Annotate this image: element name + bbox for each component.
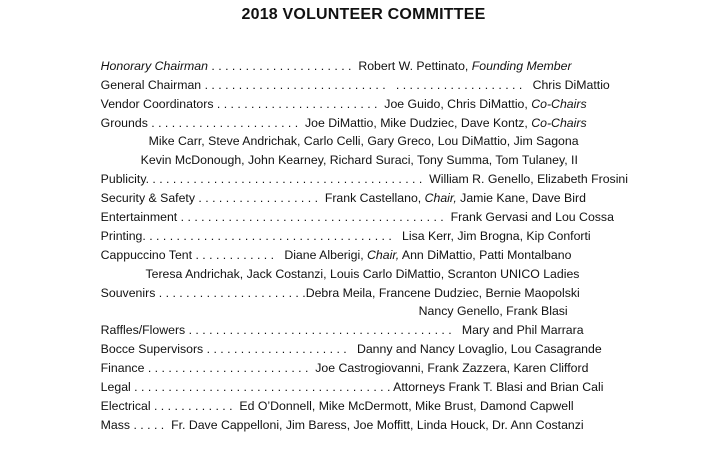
member-names: Robert W. Pettinato, xyxy=(358,58,469,73)
dot-leader: . . . . . . . . . . . . . . . . . . . . . . . . . . . . . . . . . . . . . . . . . . . . . . xyxy=(201,77,533,92)
member-title: Co-Chairs xyxy=(527,96,587,111)
role-label: Mass xyxy=(100,417,131,432)
role-label: Finance xyxy=(100,361,145,376)
role-label: Cappuccino Tent xyxy=(100,247,193,262)
role-label: Grounds xyxy=(100,115,148,130)
member-names: Nancy Genello, Frank Blasi xyxy=(418,304,568,319)
member-names: Joe Guido, Chris DiMattio, xyxy=(384,96,528,111)
member-names: Mary and Phil Marrara xyxy=(461,323,584,338)
member-names: Chris DiMattio xyxy=(532,77,610,92)
role-label: Honorary Chairman xyxy=(100,58,208,73)
member-names: Joe Castrogiovanni, Frank Zazzera, Karen Clifford xyxy=(315,361,589,376)
role-label: Electrical xyxy=(100,398,151,413)
member-names: Lisa Kerr, Jim Brogna, Kip Conforti xyxy=(402,228,591,243)
role-label: Publicity xyxy=(100,172,146,187)
dot-leader: . . . . . . . . . . . . . . . . . . . . . . . . xyxy=(144,361,316,376)
list-item xyxy=(87,38,572,73)
committee-list xyxy=(87,38,629,432)
role-label: Raffles/Flowers xyxy=(100,323,186,338)
role-label: Bocce Supervisors xyxy=(100,342,204,357)
member-names: William R. Genello, Elizabeth Frosini xyxy=(429,172,629,187)
role-label: Printing xyxy=(100,228,143,243)
member-title: Chair, xyxy=(363,247,400,262)
member-names: Debra Meila, Francene Dudziec, Bernie Maopolski xyxy=(305,285,580,300)
role-label: Entertainment xyxy=(100,210,178,225)
member-names-extra: Jamie Kane, Dave Bird xyxy=(456,191,586,206)
member-names: Teresa Andrichak, Jack Costanzi, Louis Carlo DiMattio, Scranton UNICO Ladies xyxy=(145,266,580,281)
dot-leader: . . . . . . . . . . . . . . . . . . . . . . xyxy=(155,285,306,300)
member-names-extra: Ann DiMattio, Patti Montalbano xyxy=(399,247,572,262)
role-label: Security & Safety xyxy=(100,191,195,206)
dot-leader: . . . . . xyxy=(130,417,172,432)
dot-leader: . . . . . . . . . . . . . . . . . . xyxy=(195,191,325,206)
role-label: Souvenirs xyxy=(100,285,156,300)
dot-leader: . . . . . . . . . . . . . . . . . . . . . xyxy=(207,58,359,73)
dot-leader: . . . . . . . . . . . . . . . . . . . . . . . . xyxy=(213,96,385,111)
dot-leader: . . . . . . . . . . . . . . . . . . . . . . xyxy=(147,115,306,130)
dot-leader: . . . . . . . . . . . . . . . . . . . . . . . . . . . . . . . . . . . . . . . xyxy=(185,323,462,338)
member-names: Frank Gervasi and Lou Cossa xyxy=(450,210,614,225)
member-names: Ed O’Donnell, Mike McDermott, Mike Brust, Damond Capwell xyxy=(239,398,574,413)
role-label: Legal xyxy=(100,380,131,395)
role-label: General Chairman xyxy=(100,77,202,92)
role-label: Vendor Coordinators xyxy=(100,96,214,111)
member-names: Joe DiMattio, Mike Dudziec, Dave Kontz, xyxy=(305,115,528,130)
member-title: Founding Member xyxy=(468,58,572,73)
member-names: Fr. Dave Cappelloni, Jim Baress, Joe Moffitt, Linda Houck, Dr. Ann Costanzi xyxy=(171,417,584,432)
member-names: Danny and Nancy Lovaglio, Lou Casagrande xyxy=(356,342,602,357)
member-names: Mike Carr, Steve Andrichak, Carlo Celli, Gary Greco, Lou DiMattio, Jim Sagona xyxy=(148,134,579,149)
dot-leader: . . . . . . . . . . . . xyxy=(192,247,285,262)
member-title: Chair, xyxy=(421,191,457,206)
dot-leader: . . . . . . . . . . . . . . . . . . . . . . . . . . . . . . . . . . . . . . . . . xyxy=(145,172,430,187)
dot-leader: . . . . . . . . . . . . . . . . . . . . . . . . . . . . . . . . . . . . . xyxy=(142,228,403,243)
page-title: 2018 VOLUNTEER COMMITTEE xyxy=(241,6,486,23)
member-names: Frank Castellano, xyxy=(324,191,422,206)
dot-leader: . . . . . . . . . . . . . . . . . . . . . . . . . . . . . . . . . . . . . . xyxy=(130,380,394,395)
member-names: Kevin McDonough, John Kearney, Richard Suraci, Tony Summa, Tom Tulaney, II xyxy=(140,153,578,168)
dot-leader: . . . . . . . . . . . . xyxy=(150,398,240,413)
member-title: Co-Chairs xyxy=(527,115,587,130)
member-names: Attorneys Frank T. Blasi and Brian Cali xyxy=(393,380,604,395)
dot-leader: . . . . . . . . . . . . . . . . . . . . . . . . . . . . . . . . . . . . . . . xyxy=(177,210,451,225)
member-names: Diane Alberigi, xyxy=(284,247,364,262)
dot-leader: . . . . . . . . . . . . . . . . . . . . . xyxy=(203,342,357,357)
